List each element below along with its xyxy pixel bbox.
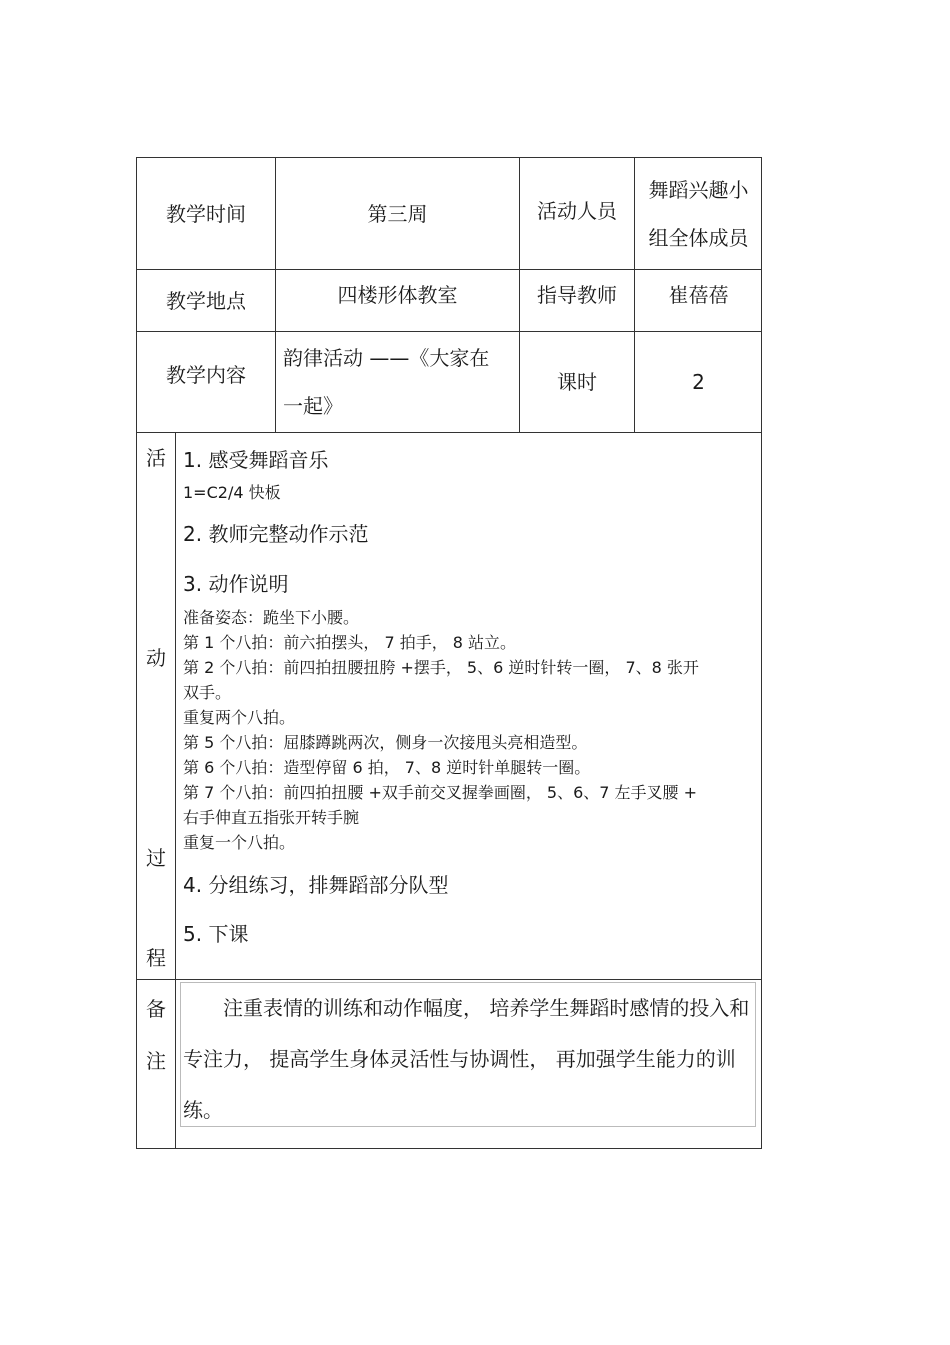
movement-line: 重复两个八拍。 <box>183 708 296 727</box>
label-participants: 活动人员 <box>537 198 617 223</box>
step-3-heading: 3. 动作说明 <box>183 572 289 596</box>
movement-line: 双手。 <box>183 683 232 702</box>
movement-line: 第 2 个八拍：前四拍扭腰扭胯 +摆手， 5、6 逆时针转一圈， 7、8 张开 <box>183 658 699 677</box>
row-divider <box>136 979 762 980</box>
remarks-side-char: 注 <box>146 1049 166 1073</box>
value-instructor: 崔蓓蓓 <box>668 282 729 307</box>
label-teaching-time: 教学时间 <box>166 201 246 226</box>
tempo-line: 1=C2/4 快板 <box>183 483 281 502</box>
row-divider <box>136 432 762 433</box>
process-side-char: 过 <box>146 846 166 870</box>
value-class-hours: 2 <box>692 370 705 394</box>
label-teaching-place: 教学地点 <box>166 288 246 313</box>
process-side-char: 活 <box>146 446 166 470</box>
step-2-heading: 2. 教师完整动作示范 <box>183 522 369 546</box>
label-instructor: 指导教师 <box>537 282 617 307</box>
value-teaching-place: 四楼形体教室 <box>337 282 458 307</box>
value-teaching-time: 第三周 <box>367 201 428 226</box>
movement-line: 第 6 个八拍：造型停留 6 拍， 7、8 逆时针单腿转一圈。 <box>183 758 591 777</box>
movement-line: 第 1 个八拍：前六拍摆头， 7 拍手， 8 站立。 <box>183 633 517 652</box>
process-side-char: 程 <box>146 946 166 970</box>
movement-line: 准备姿态：跪坐下小腰。 <box>183 608 360 627</box>
process-side-char: 动 <box>146 646 166 670</box>
column-divider <box>175 432 176 1149</box>
movement-line: 右手伸直五指张开转手腕 <box>183 808 360 827</box>
value-participants: 舞蹈兴趣小 组全体成员 <box>648 177 749 250</box>
step-1-heading: 1. 感受舞蹈音乐 <box>183 448 329 472</box>
remarks-side-char: 备 <box>146 997 166 1021</box>
movement-line: 第 7 个八拍：前四拍扭腰 +双手前交叉握拳画圈， 5、6、7 左手叉腰 + <box>183 783 698 802</box>
movement-line: 第 5 个八拍：屈膝蹲跳两次，侧身一次接甩头亮相造型。 <box>183 733 588 752</box>
label-teaching-content: 教学内容 <box>166 362 246 387</box>
step-5-heading: 5. 下课 <box>183 922 249 946</box>
value-teaching-content: 韵律活动 ——《大家在 一起》 <box>283 346 490 418</box>
step-4-heading: 4. 分组练习，排舞蹈部分队型 <box>183 873 449 897</box>
remarks-text: 注重表情的训练和动作幅度， 培养学生舞蹈时感情的投入和专注力， 提高学生身体灵活性与协调性， 再加强学生能力的训练。 <box>183 996 750 1122</box>
movement-line: 重复一个八拍。 <box>183 833 296 852</box>
label-class-hours: 课时 <box>557 370 597 394</box>
